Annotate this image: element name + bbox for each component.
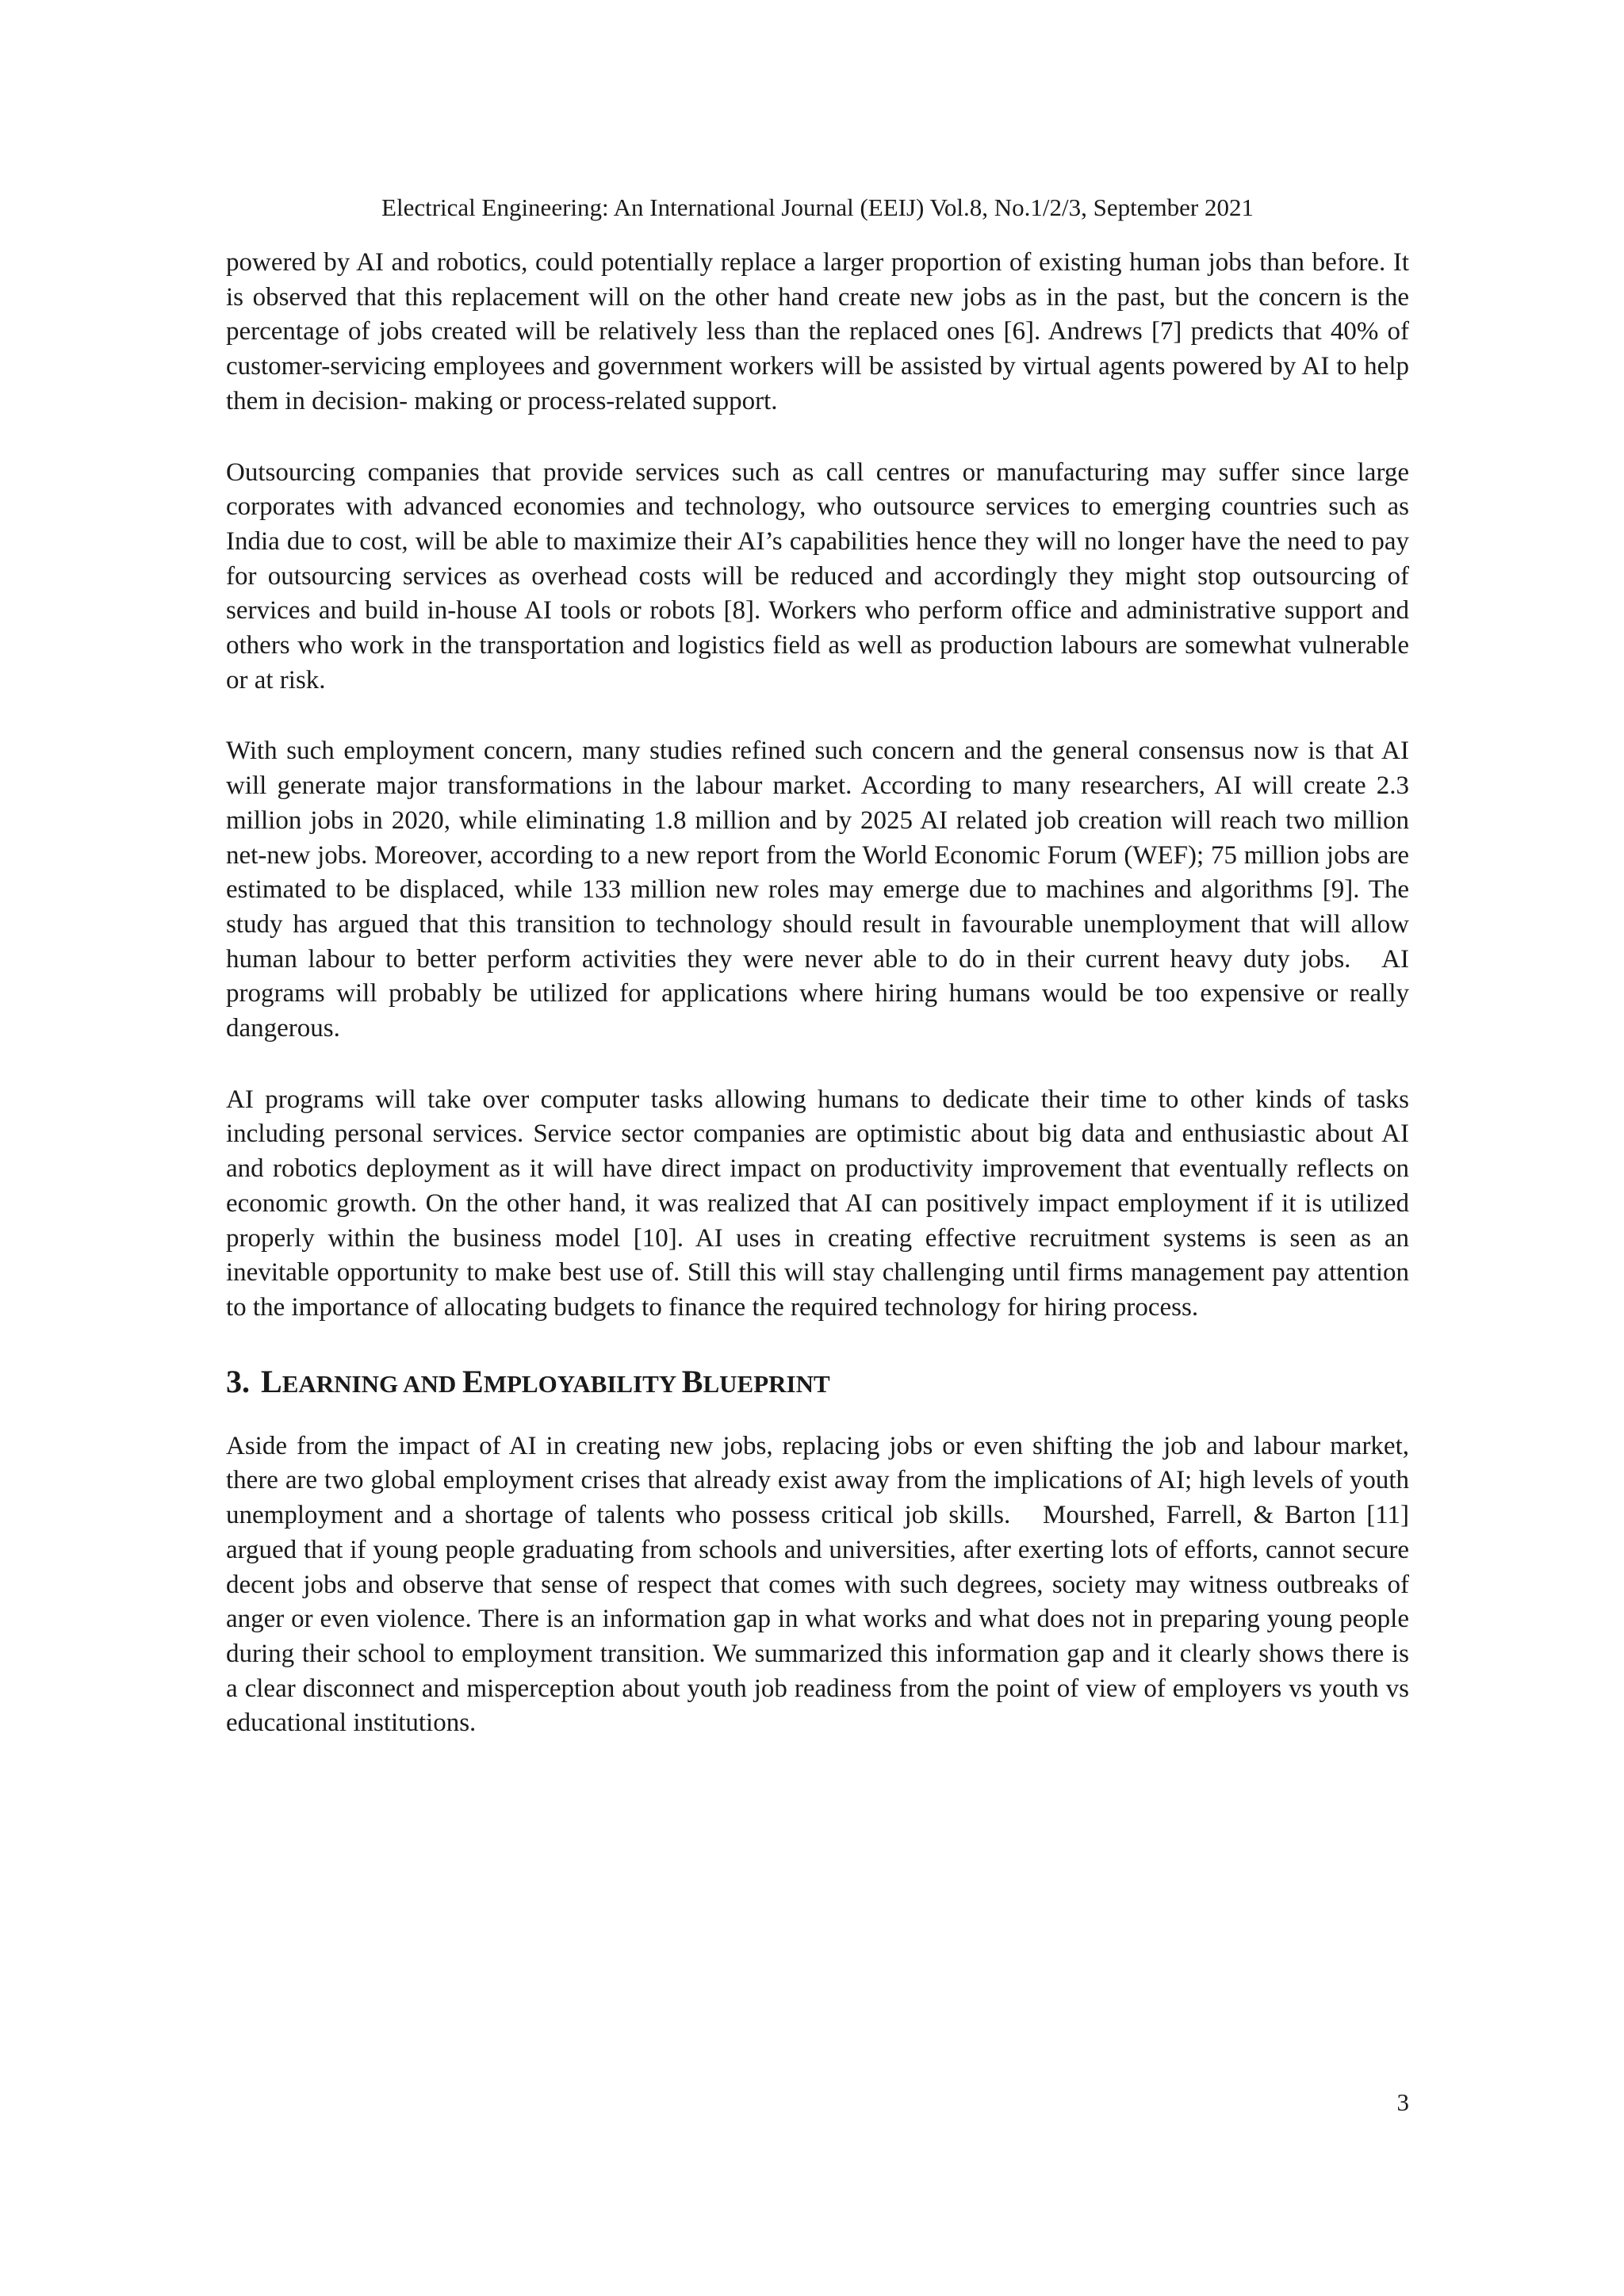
- paragraph-3: With such employment concern, many studies refined such concern and the general consensus now is that AI will generate major transformations in the labour market. According to many researchers, AI will create 2.3 million jobs in 2020, while eliminating 1.8 million and by 2025 AI related job creation will reach two million net-new jobs. Moreover, according to a new report from the World Economic Forum (WEF); 75 million jobs are estimated to be displaced, while 133 million new roles may emerge due to machines and algorithms [9]. The study has argued that this transition to technology should result in favourable unemployment that will allow human labour to better perform activities they were never able to do in their current heavy duty jobs. AI programs will probably be utilized for applications where hiring humans would be too expensive or really dangerous.: [226, 737, 1416, 1043]
- page-number: 3: [1396, 2088, 1409, 2116]
- title-rest-2: MPLOYABILITY: [483, 1369, 682, 1398]
- section-number: 3.: [226, 1363, 250, 1399]
- paragraph-2: Outsourcing companies that provide services such as call centres or manufacturing may suffer since large corporates with advanced economies and technology, who outsource services to emerging countries such as India due to cost, will be able to maximize their AI’s capabilities hence they will no longer have the need to pay for outsourcing services as overhead costs will be reduced and accordingly they might stop outsourcing of services and build in-house AI tools or robots [8]. Workers who perform office and administrative support and others who work in the transportation and logistics field as well as production labours are somewhat vulnerable or at risk.: [226, 457, 1416, 695]
- section-heading: [226, 1362, 1409, 1404]
- body-text: [226, 246, 1416, 1777]
- paragraph-1: powered by AI and robotics, could potentially replace a larger proportion of existing human jobs than before. It is observed that this replacement will on the other hand create new jobs as in the past, but the concern is the percentage of jobs created will be relatively less than the replaced ones [6]. Andrews [7] predicts that 40% of customer-servicing employees and government workers will be assisted by virtual agents powered by AI to help them in decision- making or process-related support.: [226, 248, 1416, 415]
- section-title: [261, 1364, 830, 1399]
- title-initial-3: B: [681, 1363, 703, 1399]
- running-header: Electrical Engineering: An International Journal (EEIJ) Vol.8, No.1/2/3, September 2021: [381, 193, 1254, 221]
- paragraph-4: AI programs will take over computer tasks allowing humans to dedicate their time to other kinds of tasks including personal services. Service sector companies are optimistic about big data and enthusiastic about AI and robotics deployment as it will have direct impact on productivity improvement that eventually reflects on economic growth. On the other hand, it was realized that AI can positively impact employment if it is utilized properly within the business model [10]. AI uses in creating effective recruitment systems is seen as an inevitable opportunity to make best use of. Still this will stay challenging until firms management pay attention to the importance of allocating budgets to finance the required technology for hiring process.: [226, 1085, 1416, 1322]
- title-rest-3: LUEPRINT: [703, 1369, 830, 1398]
- title-initial-1: L: [261, 1363, 282, 1399]
- title-rest-1: EARNING AND: [282, 1369, 463, 1398]
- title-initial-2: E: [462, 1363, 484, 1399]
- section-paragraph: Aside from the impact of AI in creating new jobs, replacing jobs or even shifting the job and labour market, there are two global employment crises that already exist away from the implications of AI; high levels of youth unemployment and a shortage of talents who possess critical job skills. Mourshed, Farrell, & Barton [11] argued that if young people graduating from schools and universities, after exerting lots of efforts, cannot secure decent jobs and observe that sense of respect that comes with such degrees, society may witness outbreaks of anger or even violence. There is an information gap in what works and what does not in preparing young people during their school to employment transition. We summarized this information gap and it clearly shows there is a clear disconnect and misperception about youth job readiness from the point of view of employers vs youth vs educational institutions.: [226, 1431, 1416, 1738]
